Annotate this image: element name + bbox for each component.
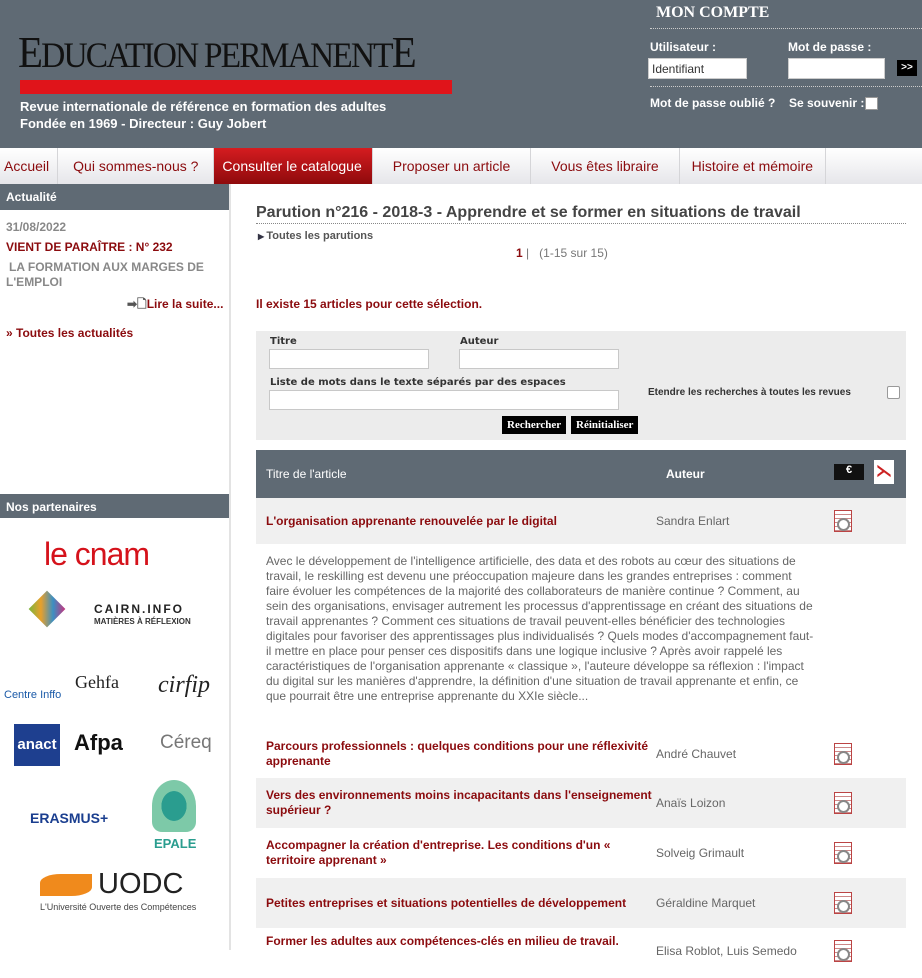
nav-proposer-article[interactable]: Proposer un article xyxy=(373,148,532,184)
author-label: Auteur xyxy=(460,336,499,347)
account-title: MON COMPTE xyxy=(656,4,770,21)
username-label: Utilisateur : xyxy=(650,40,717,54)
tagline: Revue internationale de référence en formation des adultes xyxy=(20,99,387,114)
pdf-icon: ⋋ xyxy=(874,460,894,484)
table-row[interactable] xyxy=(256,828,906,878)
title-label: Titre xyxy=(270,336,297,347)
password-label: Mot de passe : xyxy=(788,40,872,54)
table-row[interactable] xyxy=(256,928,906,978)
preview-icon[interactable] xyxy=(834,940,852,962)
all-news-link[interactable]: » Toutes les actualités xyxy=(6,326,134,340)
site-header xyxy=(0,0,922,148)
article-title[interactable]: Petites entreprises et situations potentielles de développement xyxy=(266,895,627,910)
page-separator: | xyxy=(526,246,530,260)
partner-logo-centre-inffo[interactable]: Centre Inffo xyxy=(4,689,62,701)
page-title: Parution n°216 - 2018-3 - Apprendre et se former en situations de travail xyxy=(256,204,906,224)
uodc-icon xyxy=(40,874,92,896)
article-author: Sandra Enlart xyxy=(656,514,730,528)
table-row[interactable] xyxy=(256,730,906,778)
result-range: (1-15 sur 15) xyxy=(539,246,608,260)
news-headline[interactable]: VIENT DE PARAÎTRE : N° 232 xyxy=(6,240,173,254)
preview-icon[interactable] xyxy=(834,792,852,814)
cart-icon[interactable] xyxy=(834,464,864,480)
site-logo[interactable]: EDUCATION PERMANENTE xyxy=(18,28,415,77)
preview-icon[interactable] xyxy=(834,842,852,864)
preview-icon[interactable] xyxy=(834,510,852,532)
partner-logo-gehfa[interactable]: Gehfa xyxy=(75,672,119,692)
nav-libraire[interactable]: Vous êtes libraire xyxy=(531,148,679,184)
password-input[interactable] xyxy=(788,58,885,79)
table-row[interactable] xyxy=(256,498,906,544)
table-row[interactable] xyxy=(256,878,906,928)
partner-logo-uodc[interactable]: UODC xyxy=(98,868,184,900)
nav-catalogue[interactable]: Consulter le catalogue xyxy=(214,148,372,184)
epale-tree-icon xyxy=(152,780,196,832)
username-input[interactable]: Identifiant xyxy=(648,58,747,79)
article-title[interactable]: Former les adultes aux compétences-clés en milieu de travail. xyxy=(266,934,619,948)
partners-header: Nos partenaires xyxy=(0,494,229,518)
article-count: Il existe 15 articles pour cette sélection. xyxy=(256,297,483,311)
article-title[interactable]: Accompagner la création d'entreprise. Les conditions d'un « territoire apprenant » xyxy=(266,838,611,867)
reset-button[interactable]: Réinitialiser xyxy=(571,416,638,434)
article-title[interactable]: L'organisation apprenante renouvelée par le digital xyxy=(266,513,557,528)
article-author: Elisa Roblot, Luis Semedo xyxy=(656,944,797,958)
table-header xyxy=(256,450,906,498)
article-author: André Chauvet xyxy=(656,747,737,761)
main-nav xyxy=(0,148,922,184)
partner-logo-afpa[interactable]: Afpa xyxy=(74,730,123,755)
nav-accueil[interactable]: Accueil xyxy=(0,148,58,184)
page-number[interactable]: 1 xyxy=(516,246,523,260)
sidebar xyxy=(0,184,231,950)
col-title: Titre de l'article xyxy=(266,467,347,481)
divider xyxy=(650,86,922,87)
partner-logo-erasmus[interactable]: ERASMUS+ xyxy=(30,810,109,826)
preview-icon[interactable] xyxy=(834,743,852,765)
partner-logo-cairn[interactable]: CAIRN.INFO xyxy=(94,602,184,616)
nav-qui-sommes-nous[interactable]: Qui sommes-nous ? xyxy=(58,148,214,184)
login-button[interactable]: >> xyxy=(897,60,917,76)
triangle-right-icon: ▶ xyxy=(258,232,267,241)
search-button[interactable]: Rechercher xyxy=(502,416,566,434)
article-author: Anaïs Loizon xyxy=(656,796,726,810)
article-abstract: Avec le développement de l'intelligence artificielle, des data et des robots au cœur des situations de travail, le reskilling est devenu une préoccupation majeure dans les grandes entreprises : comment faire évoluer les compétences de la majorité des collaborateurs de manière continue ? Comment, au sein des organisations, envisager autrement les processus d'apprentissage en créant des situations de travail apprenantes ? Comment ces situations de travail peuvent-elles bénéficier des technologies digitales pour favoriser des apprentissages plus individualisés ? Quels modes d'accompagnement faut-il mettre en place pour penser ces dispositifs dans une logique inclusive ? Après avoir rappelé les caractéristiques de l'organisation apprenante « classique », l'auteure développe sa réflexion : l'impact du digital sur les manières d'apprendre, la définition d'une situation de travail apprenante et enfin, ce que pourrait être une entreprise apprenante du XXIe siècle... xyxy=(266,554,814,703)
words-input[interactable] xyxy=(269,390,619,410)
extend-search-label: Etendre les recherches à toutes les revues xyxy=(648,387,851,398)
partner-logo-epale[interactable]: EPALE xyxy=(154,836,197,851)
table-row[interactable] xyxy=(256,778,906,828)
remember-label: Se souvenir : xyxy=(789,96,865,110)
extend-search-checkbox[interactable] xyxy=(887,386,900,399)
news-header: Actualité xyxy=(0,184,229,210)
cairn-slogan: MATIÈRES À RÉFLEXION xyxy=(94,617,191,626)
logo-red-bar xyxy=(20,80,452,94)
cairn-icon xyxy=(29,591,66,628)
title-input[interactable] xyxy=(269,349,429,369)
article-author: Solveig Grimault xyxy=(656,846,745,860)
read-more-link[interactable]: Lire la suite... xyxy=(146,297,224,311)
author-input[interactable] xyxy=(459,349,619,369)
article-title[interactable]: Vers des environnements moins incapacitants dans l'enseignement supérieur ? xyxy=(266,788,652,817)
partner-logo-anact[interactable]: anact xyxy=(14,724,60,766)
col-author: Auteur xyxy=(666,467,705,481)
article-author: Géraldine Marquet xyxy=(656,896,756,910)
article-title[interactable]: Parcours professionnels : quelques conditions pour une réflexivité apprenante xyxy=(266,739,649,768)
search-form xyxy=(256,331,906,440)
forgot-password-link[interactable]: Mot de passe oublié ? xyxy=(650,96,776,110)
partner-logo-cnam[interactable]: le cnam xyxy=(44,536,150,572)
partner-logo-cirfip[interactable]: cirfip xyxy=(158,672,210,698)
news-subtitle: LA FORMATION AUX MARGES DE L'EMPLOI xyxy=(6,260,204,289)
partner-logo-cereq[interactable]: Céreq xyxy=(160,732,212,753)
all-issues-link[interactable]: Toutes les parutions xyxy=(266,230,374,242)
divider xyxy=(650,28,922,29)
founded-text: Fondée en 1969 - Directeur : Guy Jobert xyxy=(20,116,267,131)
euro-symbol: € xyxy=(845,464,853,476)
news-date: 31/08/2022 xyxy=(6,220,67,234)
words-label: Liste de mots dans le texte séparés par des espaces xyxy=(270,377,566,388)
uodc-subtitle: L'Université Ouverte des Compétences xyxy=(40,902,197,912)
remember-checkbox[interactable] xyxy=(865,97,878,110)
nav-histoire[interactable]: Histoire et mémoire xyxy=(680,148,826,184)
preview-icon[interactable] xyxy=(834,892,852,914)
read-more-icon: ➡🗋 xyxy=(127,297,147,311)
